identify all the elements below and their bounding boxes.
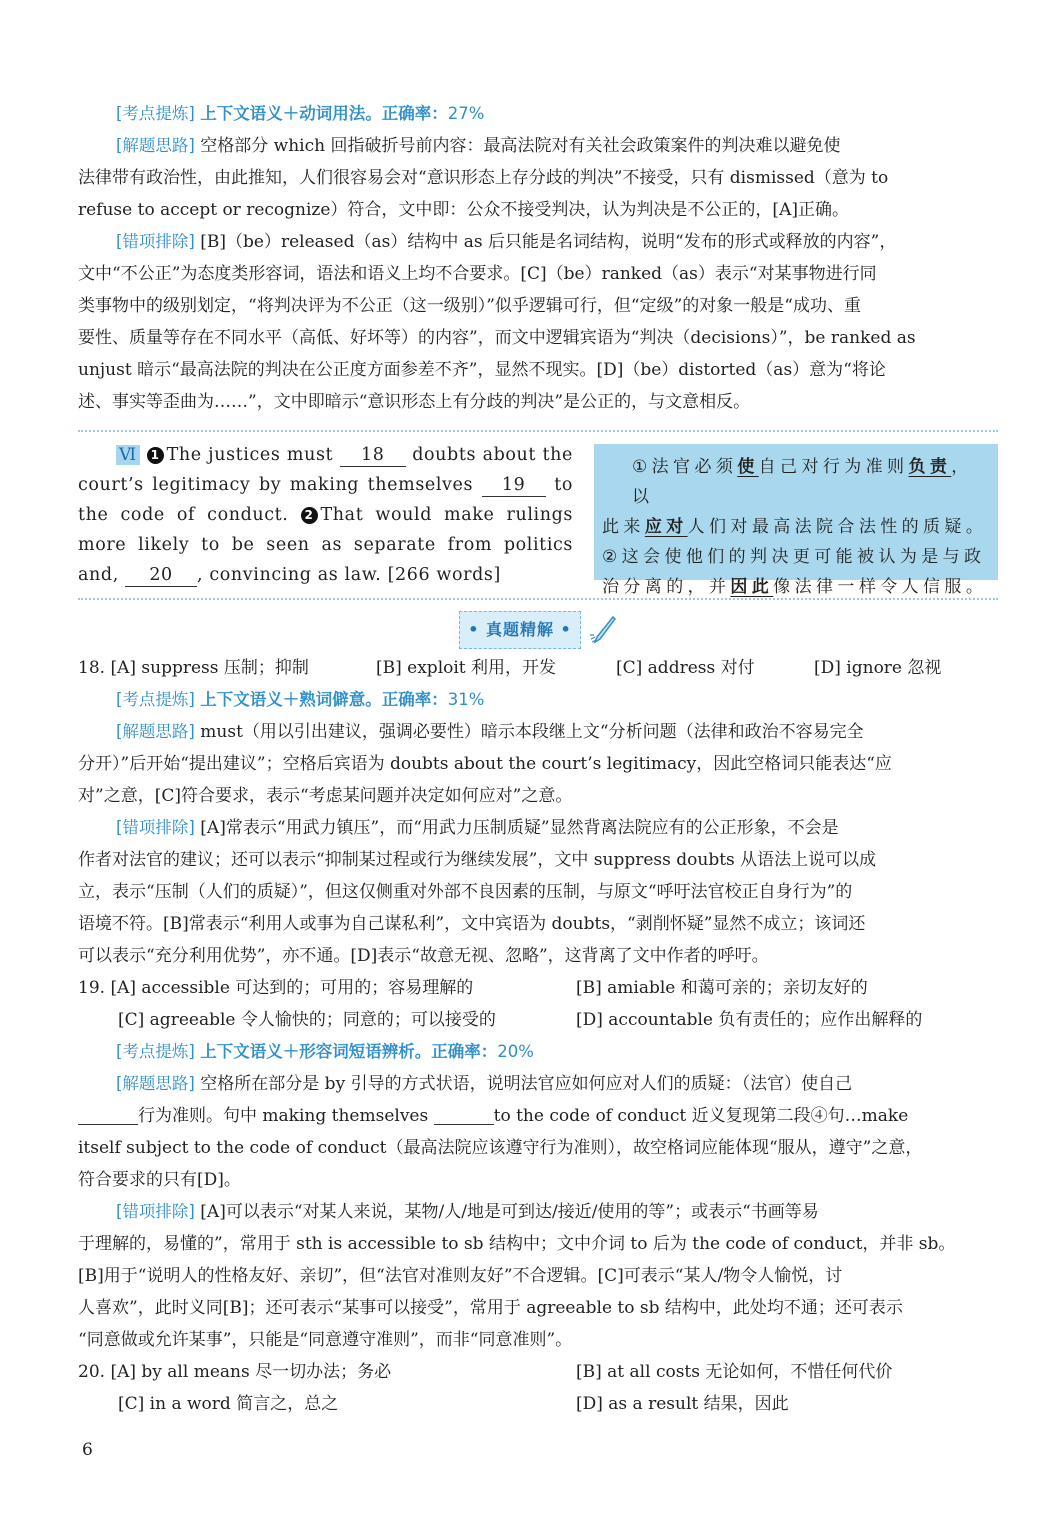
section-title: • 真题精解 • xyxy=(459,611,581,649)
paragraph-number: Ⅵ xyxy=(116,445,140,465)
text-line: 对”之意，[C]符合要求，表示“考虑某问题并决定如何应对”之意。 xyxy=(78,786,573,806)
text-line: itself subject to the code of conduct（最高法院应该遵守行为准则），故空格词应能体现“服从，遵守”之意， xyxy=(78,1138,923,1158)
text-line: 人喜欢”，此时义同[B]；还可表示“某事可以接受”，常用于 agreeable to sb 结构中，此处均不通；还可表示 xyxy=(78,1298,903,1318)
q19-cuoxiang: [错项排除] [A]可以表示“对某人来说，某物/人/地是可到达/接近/使用的等”；或表示“书画等易 xyxy=(116,1202,819,1222)
passage-block xyxy=(78,440,998,597)
q19-options-row1 xyxy=(78,972,998,1004)
translation-box xyxy=(594,444,998,597)
q18-cuoxiang: [错项排除] [A]常表示“用武力镇压”，而“用武力压制质疑”显然背离法院应有的公正形象，不会是 xyxy=(116,818,839,838)
q20-options-row2 xyxy=(78,1388,998,1420)
option-d: [D] accountable 负有责任的；应作出解释的 xyxy=(576,1010,923,1030)
text-line: 语境不符。[B]常表示“利用人或事为自己谋私利”，文中宾语为 doubts，“剥削怀疑”显然不成立；该词还 xyxy=(78,914,866,934)
text-line: 符合要求的只有[D]。 xyxy=(78,1170,241,1190)
text-line: 立，表示“压制（人们的质疑）”，但这仅侧重对外部不良因素的压制，与原文“呼吁法官校正自身行为”的 xyxy=(78,882,853,902)
option-b: [B] at all costs 无论如何，不惜任何代价 xyxy=(576,1362,893,1382)
text-line: ②这会使他们的判决更可能被认为是与政 xyxy=(602,547,986,567)
text-line: 行为准则。句中 making themselves to the code of conduct 近义复现第二段④句…make xyxy=(78,1100,998,1132)
text-line: 可以表示“充分利用优势”，亦不通。[D]表示“故意无视、忽略”，这背离了文中作者的呼吁。 xyxy=(78,946,769,966)
blank-20: 20 xyxy=(125,564,197,587)
blank-gap xyxy=(78,1106,138,1125)
q19-options-row2 xyxy=(78,1004,998,1036)
page-content xyxy=(78,98,998,1420)
option-a: 20. [A] by all means 尽一切办法；务必 xyxy=(78,1362,392,1382)
pen-icon xyxy=(587,615,617,645)
text-line: 分开）”后开始“提出建议”；空格后宾语为 doubts about the court’s legitimacy，因此空格词只能表达“应 xyxy=(78,754,892,774)
q18-jieti: [解题思路] must（用以引出建议，强调必要性）暗示本段继上文“分析问题（法律和政治不容易完全 xyxy=(116,722,864,742)
text-line: 类事物中的级别划定，“将判决评为不公正（这一级别）”似乎逻辑可行，但“定级”的对象一般是“成功、重 xyxy=(78,296,861,316)
sentence-number-icon: 2 xyxy=(301,507,318,524)
text-line: 文中“不公正”为态度类形容词，语法和语义上均不合要求。[C]（be）ranked（as）表示“对某事物进行同 xyxy=(78,264,877,284)
text-line: [B]用于“说明人的性格友好、亲切”，但“法官对准则友好”不合逻辑。[C]可表示“某人/物令人愉悦，讨 xyxy=(78,1266,843,1286)
blank-19: 19 xyxy=(482,474,546,497)
divider xyxy=(78,430,998,432)
option-d: [D] as a result 结果，因此 xyxy=(576,1394,789,1414)
option-a: 19. [A] accessible 可达到的；可用的；容易理解的 xyxy=(78,978,474,998)
text-line: 法律带有政治性，由此推知，人们很容易会对“意识形态上存分歧的判决”不接受，只有 dismissed（意为 to xyxy=(78,168,889,188)
blank-18: 18 xyxy=(340,444,406,467)
text-line: 此来应对人们对最高法院合法性的质疑。 xyxy=(602,517,988,537)
passage-english: Ⅵ 1 The justices must 18 doubts about the court’s legitimacy by making themselves 19 to the code of conduct. 2 That would make rulings more likely to be seen as separate from politics and, 20 , convincing as law. [266 words] xyxy=(78,445,574,585)
option-c: [C] address 对付 xyxy=(616,658,755,678)
text-line: ①法官必须使自己对行为准则负责，以 xyxy=(632,457,973,507)
option-d: [D] ignore 忽视 xyxy=(814,658,942,678)
text-line: 治分离的，并因此像法律一样令人信服。 xyxy=(602,577,988,597)
q20-options-row1 xyxy=(78,1356,998,1388)
q19-jieti: [解题思路] 空格所在部分是 by 引导的方式状语，说明法官应如何应对人们的质疑：（法官）使自己 xyxy=(116,1074,853,1094)
section-header xyxy=(78,612,998,648)
sentence-number-icon: 1 xyxy=(147,447,164,464)
text-line: “同意做或允许某事”，只能是“同意遵守准则”，而非“同意准则”。 xyxy=(78,1330,573,1350)
q18-options xyxy=(78,652,998,684)
option-c: [C] in a word 简言之，总之 xyxy=(118,1394,339,1414)
q19-kaodian: [考点提炼] 上下文语义＋形容词短语辨析。正确率：20% xyxy=(116,1042,534,1061)
option-c: [C] agreeable 令人愉快的；同意的；可以接受的 xyxy=(118,1010,496,1030)
q18-kaodian: [考点提炼] 上下文语义＋熟词僻意。正确率：31% xyxy=(116,690,485,709)
q17-cuoxiang: [错项排除] [B]（be）released（as）结构中 as 后只能是名词结构，说明“发布的形式或释放的内容”， xyxy=(116,232,897,252)
text-line: 作者对法官的建议；还可以表示“抑制某过程或行为继续发展”，文中 suppress doubts 从语法上说可以成 xyxy=(78,850,877,870)
page-number: 6 xyxy=(82,1440,93,1460)
text-line: 述、事实等歪曲为……”，文中即暗示“意识形态上有分歧的判决”是公正的，与文意相反。 xyxy=(78,392,751,412)
option-a: 18. [A] suppress 压制；抑制 xyxy=(78,658,309,678)
option-b: [B] exploit 利用，开发 xyxy=(376,658,557,678)
text-line: 于理解的，易懂的”，常用于 sth is accessible to sb 结构中；文中介词 to 后为 the code of conduct，并非 sb。 xyxy=(78,1234,956,1254)
text-line: 要性、质量等存在不同水平（高低、好坏等）的内容”，而文中逻辑宾语为“判决（decisions）”，be ranked as xyxy=(78,328,916,348)
q17-jieti: [解题思路] 空格部分 which 回指破折号前内容：最高法院对有关社会政策案件的判决难以避免使 xyxy=(116,136,841,156)
q17-kaodian: [考点提炼] 上下文语义＋动词用法。正确率：27% xyxy=(116,104,485,123)
option-b: [B] amiable 和蔼可亲的；亲切友好的 xyxy=(576,978,868,998)
blank-gap xyxy=(434,1106,494,1125)
text-line: refuse to accept or recognize）符合，文中即：公众不接受判决，认为判决是不公正的，[A]正确。 xyxy=(78,200,849,220)
text-line: unjust 暗示“最高法院的判决在公正度方面参差不齐”，显然不现实。[D]（be）distorted（as）意为“将论 xyxy=(78,360,886,380)
